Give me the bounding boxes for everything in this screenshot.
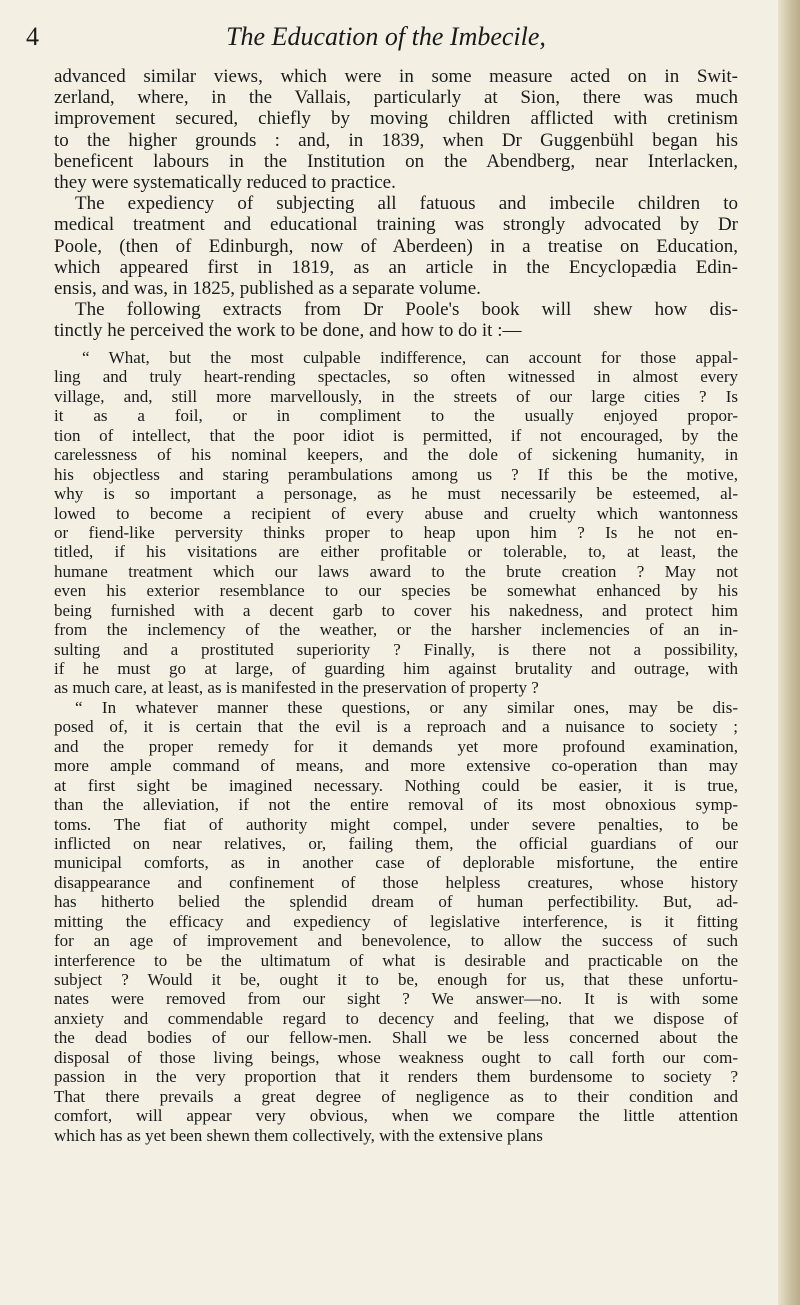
text-line: disposal of those living beings, whose weakness ought to call forth our com-: [54, 1047, 738, 1067]
text-line: improvement secured, chiefly by moving children afflicted with cretinism: [54, 108, 738, 130]
text-line: The expediency of subjecting all fatuous and imbecile children to: [75, 193, 738, 215]
text-line: carelessness of his nominal keepers, and the dole of sickening humanity, in: [54, 445, 738, 465]
text-line: ensis, and was, in 1825, published as a separate volume.: [54, 277, 481, 299]
text-line: “ What, but the most culpable indifference, can account for those appal-: [82, 348, 738, 367]
text-line: for an age of improvement and benevolence, to allow the success of such: [54, 931, 738, 951]
text-line: from the inclemency of the weather, or the harsher inclemencies of an in-: [54, 620, 738, 640]
text-line: they were systematically reduced to practice.: [54, 171, 396, 193]
text-line: tion of intellect, that the poor idiot is permitted, if not encouraged, by the: [54, 425, 738, 445]
text-line: being furnished with a decent garb to cover his nakedness, and protect him: [54, 600, 738, 620]
page-number: 4: [26, 22, 39, 51]
text-line: mitting the efficacy and expediency of legislative interference, is it fitting: [54, 911, 738, 931]
text-line: anxiety and commendable regard to decency and feeling, that we dispose of: [54, 1008, 738, 1028]
text-line: why is so important a personage, as he must necessarily be esteemed, al-: [54, 484, 738, 504]
text-line: more ample command of means, and more extensive co-operation than may: [54, 756, 738, 776]
text-line: posed of, it is certain that the evil is a reproach and a nuisance to society ;: [54, 717, 738, 737]
text-line: inflicted on near relatives, or, failing them, the official guardians of our: [54, 833, 738, 853]
text-line: passion in the very proportion that it renders them burdensome to society ?: [54, 1067, 738, 1087]
text-line: ling and truly heart-rending spectacles, so often witnessed in almost every: [54, 367, 738, 387]
text-line: it as a foil, or in compliment to the usually enjoyed propor-: [54, 406, 738, 426]
text-line: Poole, (then of Edinburgh, now of Aberdeen) in a treatise on Education,: [54, 235, 738, 257]
text-line: municipal comforts, as in another case of deplorable misfortune, the entire: [54, 853, 738, 873]
text-line: subject ? Would it be, ought it to be, enough for us, that these unfortu-: [54, 970, 738, 989]
text-line: medical treatment and educational training was strongly advocated by Dr: [54, 214, 738, 236]
text-line: or fiend-like perversity thinks proper to heap upon him ? Is he not en-: [54, 522, 738, 542]
text-line: disappearance and confinement of those helpless creatures, whose history: [54, 872, 738, 892]
text-line: village, and, still more marvellously, in the streets of our large cities ? Is: [54, 386, 738, 406]
text-line: to the higher grounds : and, in 1839, when Dr Guggenbühl began his: [54, 129, 738, 151]
text-line: his objectless and staring perambulations among us ? If this be the motive,: [54, 464, 738, 484]
text-line: as much care, at least, as is manifested in the preservation of property ?: [54, 678, 539, 698]
text-line: which has as yet been shewn them collectively, with the extensive plans: [54, 1125, 543, 1145]
running-title: The Education of the Imbecile,: [226, 22, 546, 51]
text-line: than the alleviation, if not the entire removal of its most obnoxious symp-: [54, 795, 738, 815]
text-line: at first sight be imagined necessary. Nothing could be easier, it is true,: [54, 775, 738, 795]
text-line: if he must go at large, of guarding him against brutality and outrage, with: [54, 659, 738, 678]
text-line: sulting and a prostituted superiority ? Finally, is there not a possibility,: [54, 639, 738, 659]
text-line: “ In whatever manner these questions, or any similar ones, may be dis-: [75, 697, 738, 717]
intro-paragraphs: [54, 66, 738, 341]
text-line: nates were removed from our sight ? We answer—no. It is with some: [54, 989, 738, 1009]
text-line: the dead bodies of our fellow-men. Shall we be less concerned about the: [54, 1028, 738, 1048]
text-line: toms. The fiat of authority might compel, under severe penalties, to be: [54, 814, 738, 834]
page-header: [26, 22, 746, 52]
text-line: comfort, will appear very obvious, when we compare the little attention: [54, 1106, 738, 1126]
text-line: beneficent labours in the Institution on the Abendberg, near Interlacken,: [54, 150, 738, 172]
text-line: titled, if his visitations are either profitable or tolerable, to, at least, the: [54, 542, 738, 562]
text-line: lowed to become a recipient of every abuse and cruelty which wantonness: [54, 503, 738, 523]
text-line: That there prevails a great degree of negligence as to their condition and: [54, 1086, 738, 1106]
text-line: and the proper remedy for it demands yet more profound examination,: [54, 736, 738, 756]
page-edge-shadow: [778, 0, 800, 1305]
text-line: humane treatment which our laws award to the brute creation ? May not: [54, 561, 738, 581]
text-line: tinctly he perceived the work to be done, and how to do it :—: [54, 320, 522, 342]
text-line: which appeared first in 1819, as an article in the Encyclopædia Edin-: [54, 256, 738, 278]
text-line: The following extracts from Dr Poole's book will shew how dis-: [75, 299, 738, 321]
text-line: has hitherto belied the splendid dream of human perfectibility. But, ad-: [54, 892, 738, 912]
quotation: [54, 348, 738, 1145]
text-line: advanced similar views, which were in some measure acted on in Swit-: [54, 66, 738, 87]
text-line: interference to be the ultimatum of what is desirable and practicable on the: [54, 950, 738, 970]
text-line: zerland, where, in the Vallais, particularly at Sion, there was much: [54, 87, 738, 109]
text-line: even his exterior resemblance to our species be somewhat enhanced by his: [54, 581, 738, 601]
